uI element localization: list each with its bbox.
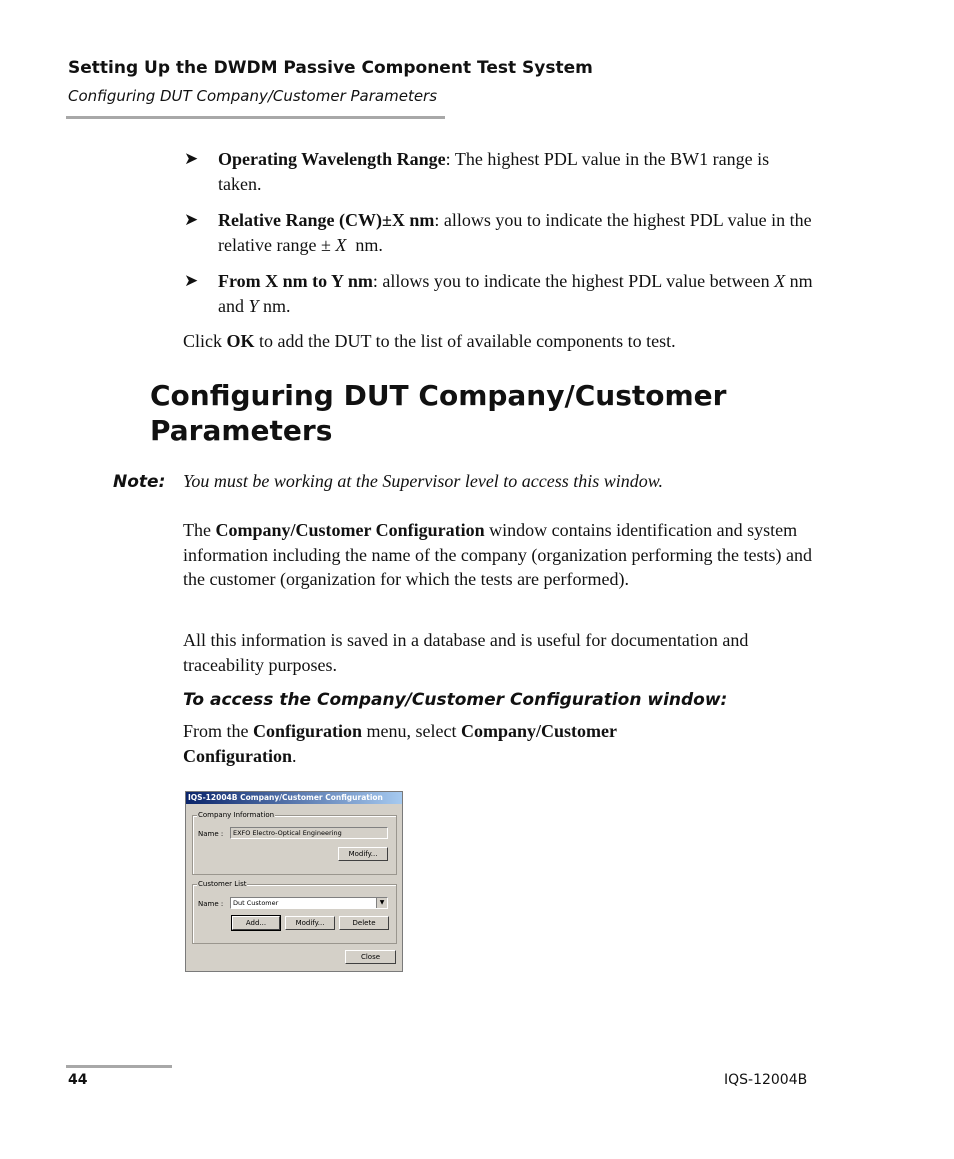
text-run: All this information is saved in a database and is useful for documentation and traceability purposes. bbox=[183, 630, 749, 675]
note-label: Note: bbox=[113, 472, 166, 492]
company-modify-button[interactable]: Modify... bbox=[338, 847, 388, 861]
customer-group-label: Customer List bbox=[198, 880, 247, 888]
header-rule bbox=[66, 116, 445, 119]
close-button[interactable]: Close bbox=[345, 950, 396, 964]
chevron-down-icon[interactable]: ▼ bbox=[376, 898, 387, 908]
bullet-relative-range bbox=[184, 208, 814, 257]
bullet-from-to bbox=[184, 269, 814, 318]
bullet-text: : The highest PDL value in the BW1 range is taken. bbox=[218, 149, 770, 194]
procedure-title: To access the Company/Customer Configuration window: bbox=[183, 690, 728, 710]
procedure-step bbox=[183, 719, 713, 768]
customer-name-label: Name : bbox=[198, 900, 224, 908]
bullet-text: : allows you to indicate the highest PDL value between bbox=[372, 271, 775, 291]
running-header-subtitle: Configuring DUT Company/Customer Parameters bbox=[68, 87, 438, 105]
company-name-field: EXFO Electro-Optical Engineering bbox=[230, 827, 388, 839]
company-customer-dialog bbox=[185, 791, 403, 972]
bullet-operating-range bbox=[184, 147, 814, 196]
text-run: . bbox=[292, 745, 297, 766]
body-paragraph-2 bbox=[183, 628, 823, 677]
bullet-text: : allows you to indicate the highest PDL value in the relative range ± bbox=[218, 210, 812, 255]
company-information-group bbox=[192, 811, 397, 875]
customer-select[interactable] bbox=[230, 897, 388, 909]
document-id: IQS-12004B bbox=[724, 1072, 808, 1088]
text-run: window contains identification and system information including the name of the company (organization performing the tests) and the customer (organization for which the tests are performed). bbox=[183, 520, 812, 589]
text-run: From the bbox=[183, 721, 253, 741]
bullet-tail: nm. bbox=[258, 295, 291, 316]
delete-customer-button[interactable]: Delete bbox=[339, 916, 389, 930]
text-run: The bbox=[183, 520, 216, 540]
company-group-label: Company Information bbox=[198, 811, 275, 819]
body-paragraph-1 bbox=[183, 518, 823, 592]
menu-name: Configuration bbox=[253, 721, 363, 741]
click-ok-paragraph bbox=[183, 329, 823, 354]
customer-list-group bbox=[192, 880, 397, 944]
company-name-label: Name : bbox=[198, 830, 224, 838]
dialog-title-bar: IQS-12004B Company/Customer Configuration bbox=[186, 792, 402, 804]
bullet-variable-2: Y bbox=[248, 295, 259, 316]
window-name: Company/Customer Configuration bbox=[215, 520, 485, 540]
bullet-mid: nm and bbox=[218, 271, 813, 316]
running-header-title: Setting Up the DWDM Passive Component Test System bbox=[68, 58, 593, 78]
page-number: 44 bbox=[68, 1072, 88, 1088]
bullet-tail: nm. bbox=[346, 234, 383, 255]
bullet-term: Operating Wavelength Range bbox=[218, 149, 446, 169]
bullet-variable: X bbox=[335, 234, 347, 255]
note-text: You must be working at the Supervisor level to access this window. bbox=[183, 471, 663, 491]
text-run: to add the DUT to the list of available components to test. bbox=[254, 331, 676, 351]
modify-customer-button[interactable]: Modify... bbox=[285, 916, 335, 930]
text-run: Click bbox=[183, 331, 227, 351]
bullet-term: Relative Range (CW)±X nm bbox=[218, 210, 435, 230]
footer-rule bbox=[66, 1065, 172, 1068]
ok-term: OK bbox=[226, 331, 255, 351]
bullet-variable: X bbox=[774, 271, 786, 291]
bullet-term: From X nm to Y nm bbox=[218, 271, 373, 291]
bullet-arrow-icon: ➤ bbox=[184, 149, 199, 168]
text-run: menu, select bbox=[362, 721, 461, 741]
bullet-arrow-icon: ➤ bbox=[184, 210, 199, 229]
menu-item-name: Company/Customer Configuration bbox=[183, 721, 617, 766]
customer-select-value: Dut Customer bbox=[233, 899, 279, 907]
bullet-arrow-icon: ➤ bbox=[184, 271, 199, 290]
add-customer-button[interactable]: Add... bbox=[232, 916, 280, 930]
section-heading: Configuring DUT Company/Customer Parameters bbox=[150, 379, 727, 447]
